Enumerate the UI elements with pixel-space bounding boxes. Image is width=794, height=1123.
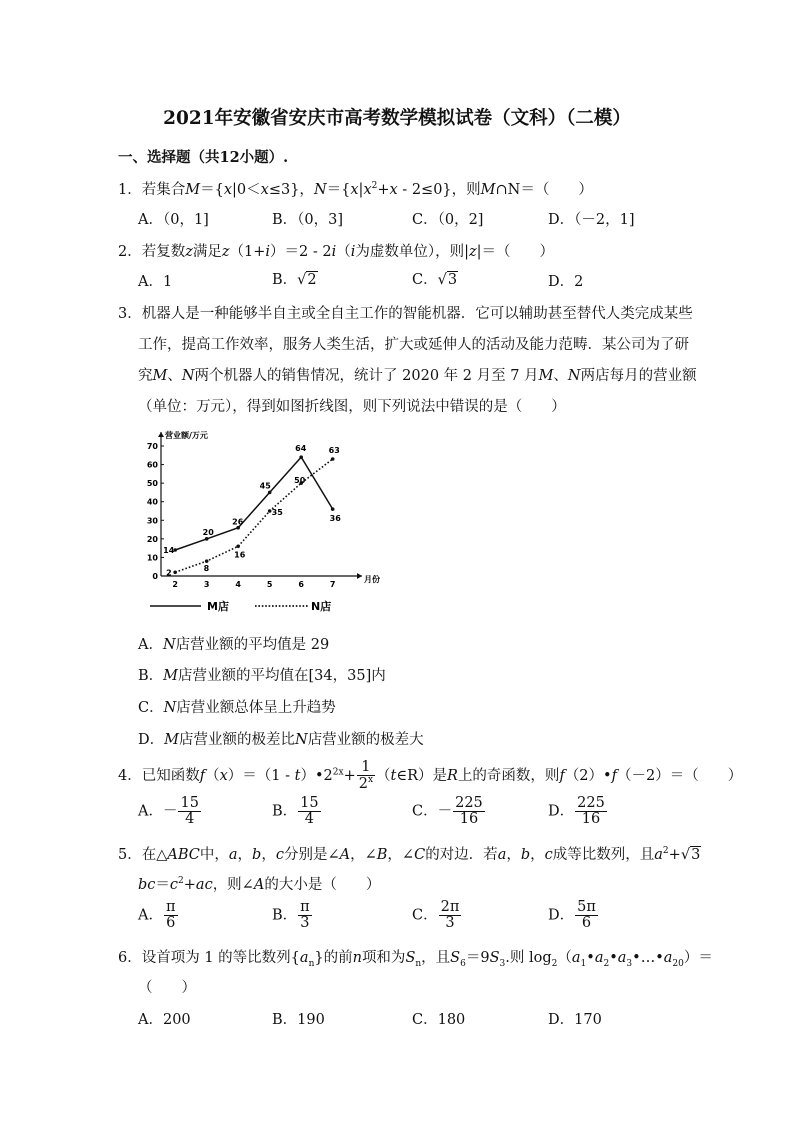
q3-option-a: A．N店营业额的平均值是 29 [138,637,330,653]
y-tick-label: 70 [146,442,158,451]
y-tick-label: 40 [146,497,158,507]
data-label: 63 [328,446,340,455]
data-label: 45 [259,481,271,491]
q1-option-c: C．（0，2] [412,212,484,228]
x-tick-label: 2 [172,580,178,589]
q3-option-d: D．M店营业额的极差比N店营业额的极差大 [138,732,424,748]
x-axis-arrow [357,573,362,579]
data-label: 64 [295,444,307,454]
question-3-line-4: （单位：万元），得到如图折线图，则下列说法中错误的是（ ） [138,399,566,415]
data-label: 16 [234,550,246,560]
sqrt-sign: √ [297,272,307,288]
question-6-stem: 6．设首项为 1 的等比数列$\{a_n\}$的前n项和为$S_n$，且$S_6=9S_3$.则 $\log_2(a_1•a_2•a_3•\dots•a_{20})=$ [118,950,713,969]
x-tick-label: 5 [266,580,273,589]
y-tick-label: 10 [146,553,158,563]
question-6-line-2: （ ） [138,980,196,996]
fraction: $\frac{1}{2^x}$ [358,759,374,793]
q4-option-c: C．－ $\frac{225}{16}$ [412,795,483,828]
question-2-stem: 2．若复数z满足z（1+i）＝2 - 2i（i为虚数单位），则|z|＝（ ） [118,244,555,260]
q2-option-c: C．√3 [412,272,458,288]
question-5-line-2: $bc=c^2+ac$，则∠A的大小是（ ） [138,876,381,893]
q2-option-d: D．2 [548,274,584,290]
y-tick-label: 60 [146,460,158,470]
data-point [331,507,335,511]
q5-option-c: C． $\frac{2\pi}{3}$ [412,899,460,932]
q1-option-b: B．（0，3] [272,212,344,228]
data-point [268,491,272,495]
y-axis-label: 营业额/万元 [165,431,208,440]
section-heading: 一、选择题（共12小题）. [118,149,289,166]
x-tick-label: 3 [203,580,210,589]
y-axis-arrow [158,432,164,437]
legend-label-n: N店 [311,600,332,613]
question-3-line-1: 3．机器人是一种能够半自主或全自主工作的智能机器．它可以辅助甚至替代人类完成某些 [118,306,693,322]
q6-option-b: B．190 [272,1012,325,1028]
q4-option-a: A．－ $\frac{15}{4}$ [138,795,199,828]
page-title: 2021年安徽省安庆市高考数学模拟试卷（文科）（二模） [163,108,631,129]
sqrt-sign: √ [437,272,447,288]
data-point [299,455,303,459]
x-axis-label: 月份 [364,575,380,584]
x-tick-label: 7 [329,580,336,589]
question-1-stem: 1．若集合M＝{x|0＜x≤3}，$N=\{x|x^2+x - 2\le 0\}$，则M∩N＝（ ） [118,181,593,198]
q2-option-a: A．1 [138,274,173,290]
q5-option-d: D． $\frac{5\pi}{6}$ [548,899,596,932]
series-line-1 [175,459,333,572]
data-point [205,559,209,563]
q4-option-b: B． $\frac{15}{4}$ [272,795,319,828]
question-3-line-3: 究M、N两个机器人的销售情况，统计了 2020 年 2 月至 7 月M、N两店每月的营业额 [138,368,697,384]
data-point [331,457,335,461]
x-tick-label: 6 [298,580,304,589]
q6-option-d: D．170 [548,1012,602,1028]
data-label: 8 [203,564,210,574]
series-line-0 [175,457,333,550]
data-point [205,537,209,541]
sales-line-chart [145,426,385,621]
q6-option-c: C．180 [412,1012,466,1028]
y-tick-label: 50 [146,479,158,489]
q6-option-a: A．200 [138,1012,191,1028]
data-label: 2 [166,568,172,578]
q5-option-b: B． $\frac{\pi}{3}$ [272,899,310,932]
data-label: 50 [294,476,306,486]
q3-option-b: B．M店营业额的平均值在[34，35]内 [138,668,386,684]
y-tick-label: 0 [152,572,158,581]
sqrt-sign: √ [680,847,691,863]
data-label: 14 [163,546,175,555]
q1-option-a: A．（0，1] [138,212,209,228]
data-label: 35 [271,508,283,517]
data-label: 20 [202,527,214,537]
q5-option-a: A． $\frac{\pi}{6}$ [138,899,176,932]
q4-option-d: D． $\frac{225}{16}$ [548,795,605,828]
question-5-line-1: 5．在△ABC中，a，b，c分别是∠A，∠B，∠C的对边．若a，b，c成等比数列，且$a^2+√3$ [118,846,701,863]
q2-option-b: B．√2 [272,272,317,288]
x-tick-label: 4 [235,580,241,589]
q3-option-c: C．N店营业额总体呈上升趋势 [138,700,336,716]
y-tick-label: 30 [146,516,158,526]
y-tick-label: 20 [146,534,158,544]
data-point [236,544,240,548]
question-4-stem: 4．已知函数$f(x)=(1 - t)•2^{2x}+$ $\frac{1}{2^x}$ （t∈R）是R上的奇函数，则f（2）•f（－2）＝（ ） [118,759,743,793]
data-point [173,570,177,574]
data-label: 36 [329,514,341,524]
question-3-line-2: 工作，提高工作效率，服务人类生活，扩大或延伸人的活动及能力范畴．某公司为了研 [138,337,689,353]
legend-label-m: M店 [207,600,229,613]
q1-option-d: D．（－2，1] [548,212,635,228]
data-label: 26 [232,517,244,527]
